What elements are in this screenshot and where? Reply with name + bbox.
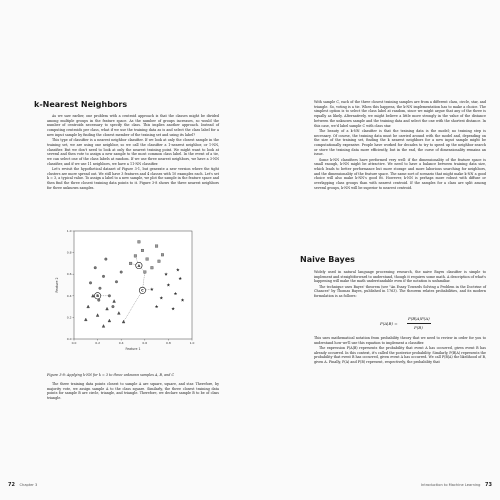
page-number: 72	[8, 482, 15, 488]
equation-numerator: P(B|A)P(A)	[408, 316, 430, 321]
paragraph: This type of classifier is a nearest neighbor classifier. If we look at only the closest sample in the training set, we are using one neighbor, so we call the classifier a 1-nearest neighbor, or 1-NN, classifier. But we don't need to look at only the nearest training point. We might want to look at several and then vote to assign a new sample to the most common class label. In the event of a tie, we can select one of the class labels at random. If we use three nearest neighbors, we have a 3-NN classifier, and if we use 11 neighbors, we have a 11-NN classifier.	[47, 138, 219, 166]
paragraph: Let's revisit the hypothetical dataset of Figure 3-1, but generate a new version where the tight clusters are more spread out. We still have 3 features and 4 classes with 10 examples each. Let's set k = 3, a typical value. To assign a label to a new sample, we plot the sample in the feature space and then find the three closest training data points to it. Figure 3-8 shows the three nearest neighbors for three unknown samples.	[47, 166, 219, 190]
data-point-circle	[108, 295, 111, 298]
data-point-square	[155, 245, 158, 248]
y-tick-label: 1.0	[66, 229, 72, 233]
x-tick-label: 1.0	[189, 341, 195, 345]
data-point-square	[161, 253, 164, 256]
paragraph: As we saw earlier, one problem with a centroid approach is that the classes might be divided among multiple groups in the feature space. As the number of groups increases, so would the number of centroids necessary to specify the class. This implies another approach. Instead of computing centroids per class, what if we use the training data as is and select the class label for a new input sample by finding the closest member of the training set and using its label?	[47, 114, 219, 137]
page-number: 73	[485, 482, 492, 488]
paragraph: Some k-NN classifiers have performed very well: if the dimensionality of the feature space is small enough, k-NN might be attractive. We need to have a balance between training data size, which leads to better performance but more storage and more laborious searching for neighbors, and the dimensionality of the feature space. The same sort of scenario that might make k-NN a good choice will also make k-NN's good fit. However, k-NN is perhaps more robust with diffuse or overlapping class groups than with nearest centroid. If the samples for a class are split among several groups, k-NN will be superior to nearest centroid.	[314, 157, 486, 190]
data-point-square	[141, 249, 144, 252]
right-page	[250, 0, 500, 500]
paragraph: Widely used in natural language processing research, the naive Bayes classifier is simple to implement and straightforward to understand, though it requires some math. A description of what's happening will make the math understandable even if the notation is unfamiliar.	[314, 270, 486, 284]
data-point-circle	[99, 287, 102, 290]
section-heading-knn: k-Nearest Neighbors	[34, 100, 128, 109]
data-point-circle	[120, 271, 123, 274]
paragraph: The expression P(A|B) represents the probability that event A has occurred, given event B has already occurred. In this context, it's called the posterior probability. Similarly, P(B|A) represents the probability that event B has occurred, given event A has occurred. We call P(B|A) the likelihood of B, given A. Finally, P(A) and P(B) represent, respectively, the probability that	[314, 346, 486, 365]
section-heading-naive-bayes: Naive Bayes	[300, 255, 355, 264]
data-point-square	[158, 260, 161, 263]
x-tick-label: 0.8	[166, 341, 171, 345]
paragraph: The three training data points closest to sample A are square, square, and star. Therefore, by majority vote, we assign sample A to the class square. Similarly, the three closest training data points for sample B are circle, triangle, and triangle. Therefore, we declare sample B to be of class triangle.	[47, 382, 219, 401]
plot-frame	[74, 231, 192, 339]
y-axis-label: Feature 2	[55, 277, 59, 293]
knn-intro-text	[47, 114, 219, 191]
unknown-sample-label: C	[141, 288, 144, 293]
data-point-square	[146, 258, 149, 261]
chapter-label: Introduction to Machine Learning	[421, 483, 481, 487]
y-tick-label: 0.4	[66, 293, 72, 298]
x-tick-label: 0.0	[71, 341, 77, 345]
y-tick-label: 0.8	[66, 250, 72, 255]
data-point-square	[144, 271, 147, 274]
data-point-square	[151, 266, 154, 269]
x-tick-label: 0.4	[118, 341, 124, 345]
left-footer	[8, 482, 37, 488]
data-point-circle	[112, 305, 115, 308]
data-point-square	[134, 255, 137, 258]
paragraph: This uses mathematical notation from probability theory that we need to review in order for you to understand how we'll use this equation to implement a classifier.	[314, 336, 486, 345]
paragraph: With sample C, each of the three closest training samples are from a different class, circle, star, and triangle. So, voting is a tie. When this happens, the k-NN implementation has to make a choice. The simplest option is to select the class label at random, since we might argue that any of the three is equally as likely. Alternatively, we might believe a little more strongly in the value of the distance between the unknown sample and the training data and select the one with the shortest distance. In this case, we'd label sample C with class star.	[314, 100, 486, 128]
paragraph: The beauty of a k-NN classifier is that the training data is the model; no training step is necessary. Of course, the training data must be carried around with the model and, depending on the size of the training set, finding the k nearest neighbors for a new input sample might be computationally expensive. People have worked for decades to try to speed up the neighbor search or store the training data more efficiently, but in the end, the curse of dimensionality remains an issue.	[314, 128, 486, 157]
fraction-bar	[407, 323, 431, 324]
figure-caption: Figure 3-8: Applying k-NN for k = 3 to three unknown samples A, B, and C	[47, 373, 175, 377]
x-tick-label: 0.6	[142, 341, 148, 345]
y-tick-label: 0.0	[66, 337, 72, 341]
right-footer	[421, 482, 492, 488]
knn-continued-text	[314, 100, 486, 191]
data-point-circle	[115, 280, 118, 283]
paragraph: The technique uses Bayes' theorem (see "An Essay Towards Solving a Problem in the Doctrine of Chances" by Thomas Bayes, published in 1763). The theorem relates probabilities, and its modern formulation is as follows:	[314, 284, 486, 299]
naive-bayes-intro-text	[314, 270, 486, 299]
data-point-square	[138, 241, 141, 244]
y-tick-label: 0.6	[66, 272, 72, 277]
equation-lhs: P(A|B) =	[380, 321, 398, 326]
y-tick-label: 0.2	[66, 315, 72, 320]
chapter-label: Chapter 3	[19, 483, 38, 487]
equation-denominator: P(B)	[414, 325, 423, 330]
data-point-square	[129, 262, 132, 265]
data-point-circle	[89, 282, 92, 285]
x-axis-label: Feature 1	[125, 347, 141, 351]
unknown-sample-label: B	[96, 294, 99, 299]
naive-bayes-continued-text	[314, 336, 486, 365]
data-point-circle	[102, 275, 105, 278]
data-point-circle	[94, 266, 97, 269]
knn-scatter-figure	[52, 225, 202, 360]
x-tick-label: 0.2	[95, 341, 100, 345]
knn-after-figure-text	[47, 382, 219, 401]
data-point-circle	[105, 258, 108, 261]
unknown-sample-label: A	[137, 263, 141, 268]
